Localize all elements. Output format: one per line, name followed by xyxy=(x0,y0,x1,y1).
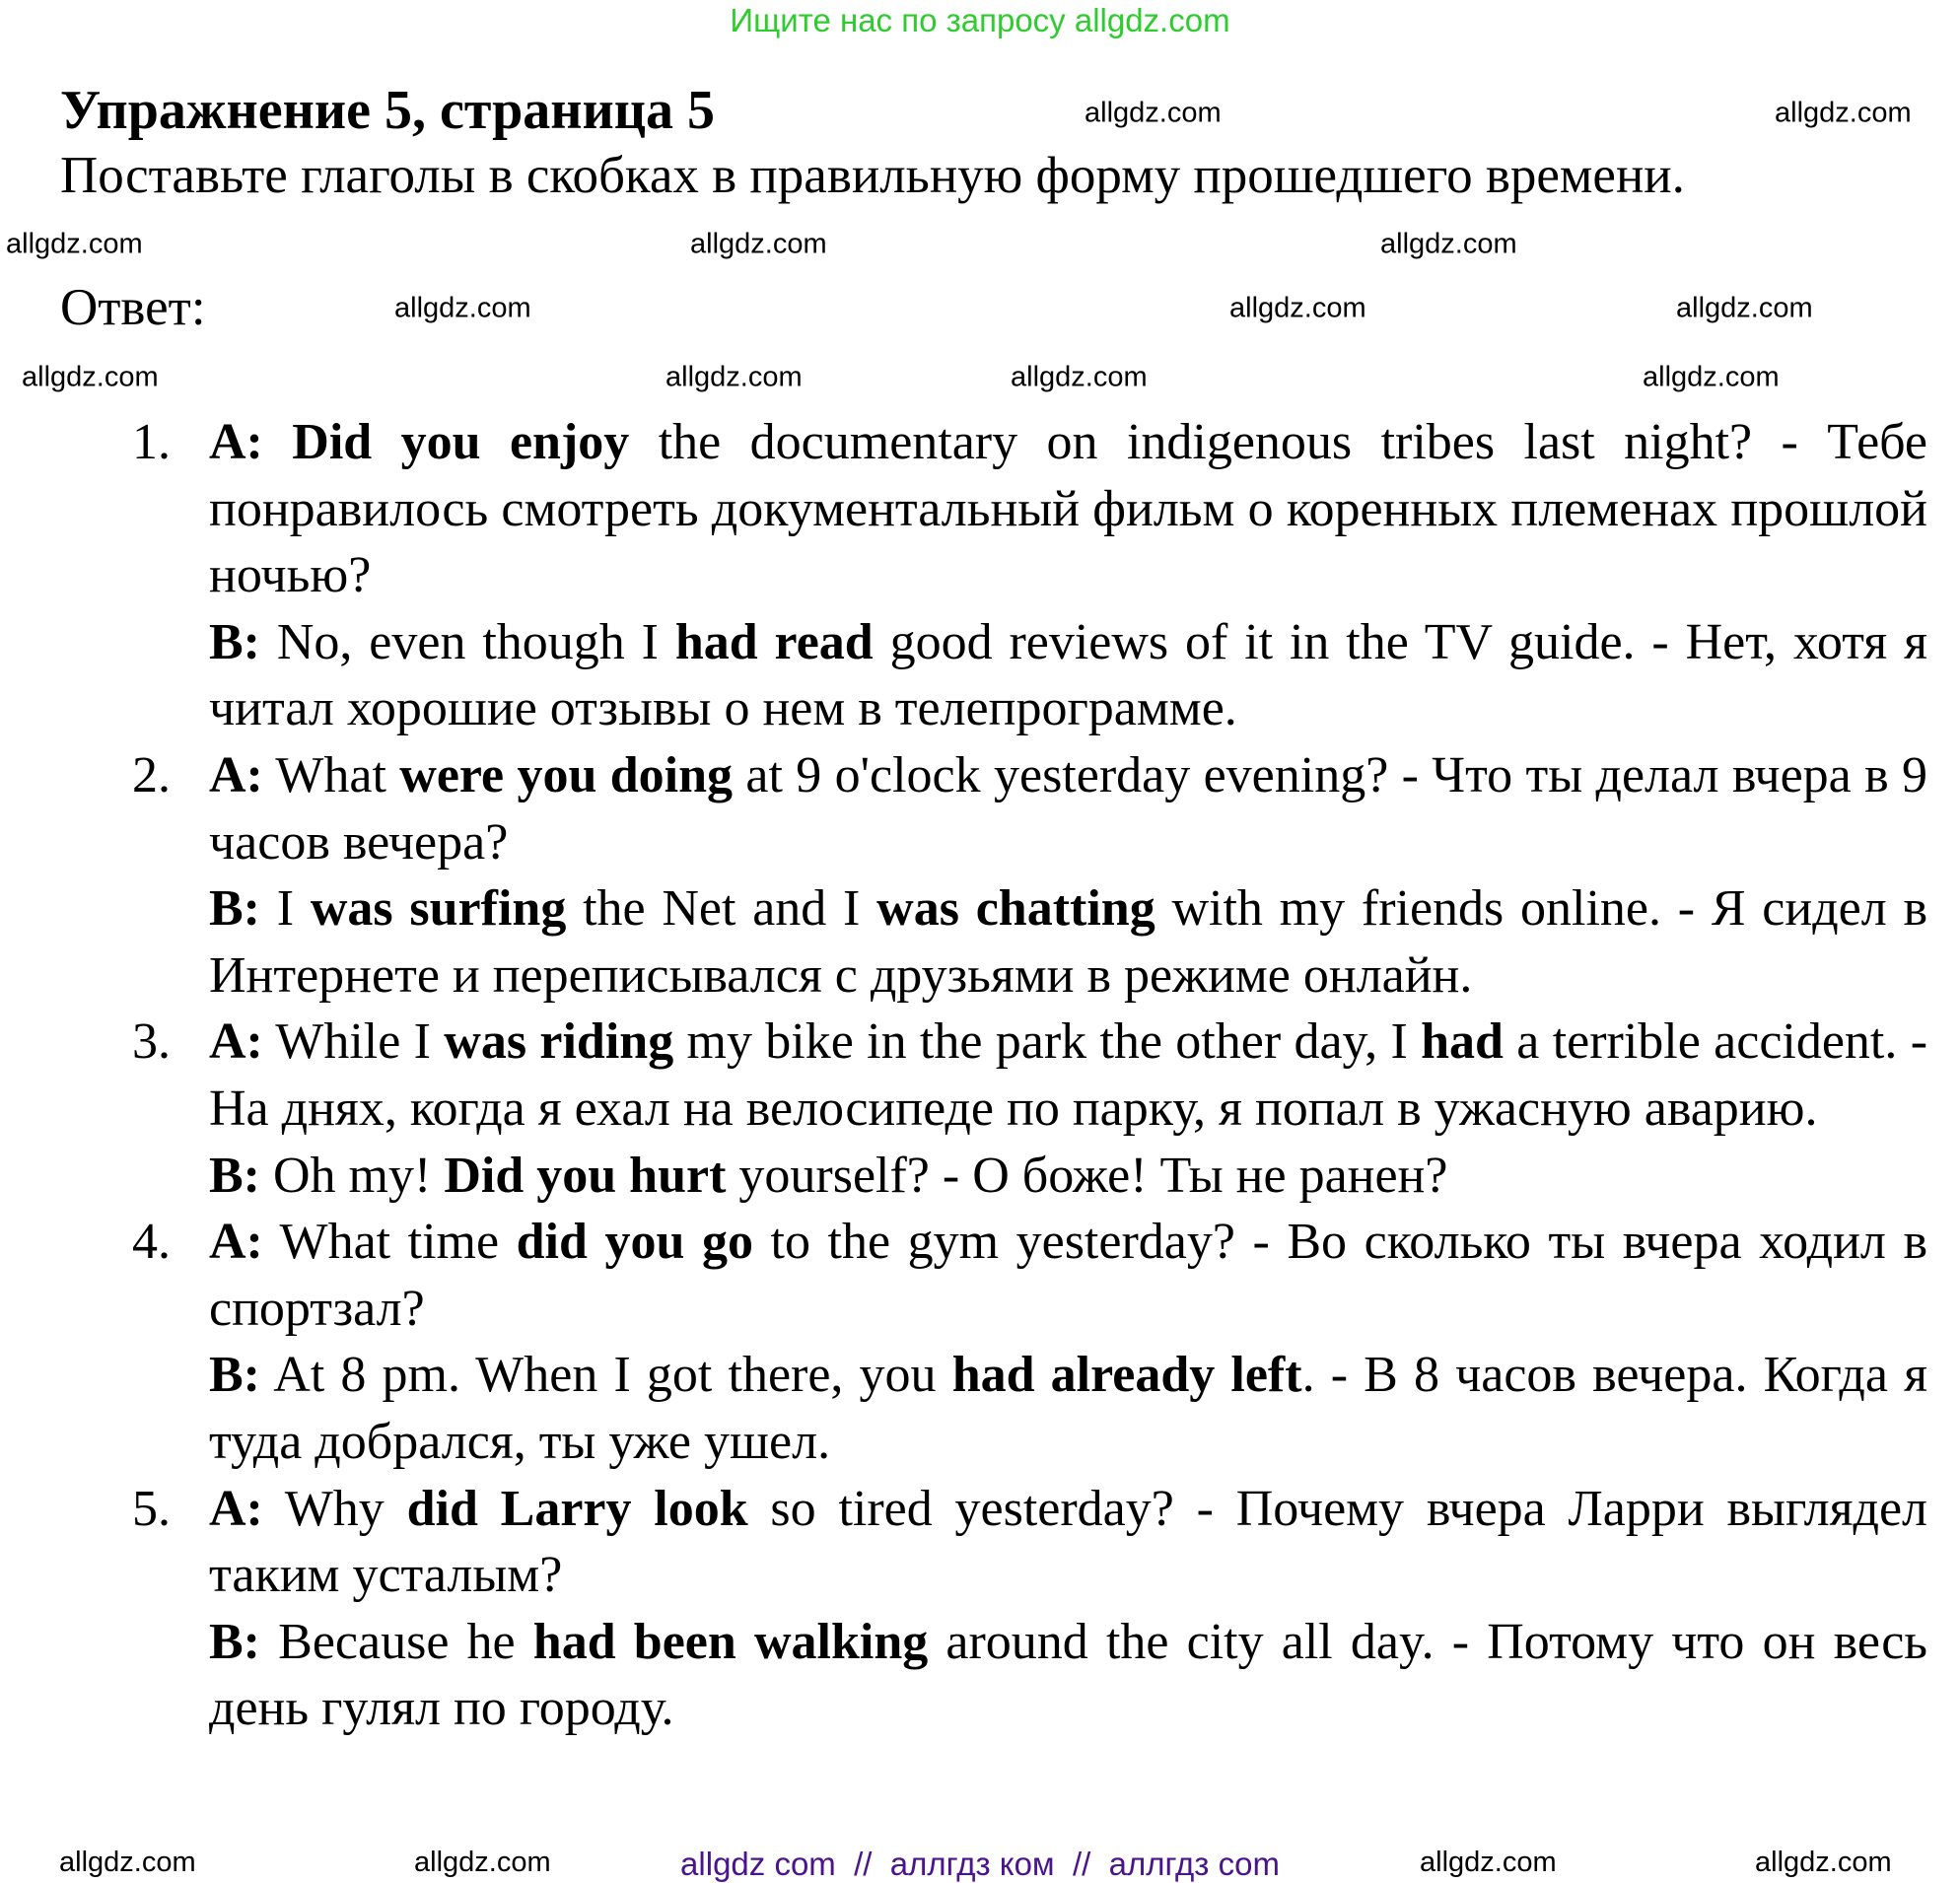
text-segment: at 9 o'clock yesterday evening? - Что ты делал вчера в 9 часов вечера? xyxy=(209,746,1928,871)
text-segment: Oh my! xyxy=(260,1147,445,1204)
bold-segment: B: xyxy=(209,1613,260,1670)
watermark: allgdz.com xyxy=(414,1847,551,1878)
item-number: 2. xyxy=(132,746,171,803)
footer-links: allgdz com // аллгдз ком // аллгдз com xyxy=(680,1846,1280,1882)
text-segment: yourself? - О боже! Ты не ранен? xyxy=(726,1147,1448,1204)
bold-segment: A: xyxy=(209,1013,263,1071)
bold-segment: had been walking xyxy=(532,1613,929,1670)
watermark: allgdz.com xyxy=(1229,292,1366,324)
text-segment: What time xyxy=(262,1214,517,1271)
text-segment: I xyxy=(260,880,311,938)
bold-segment: B: xyxy=(209,880,260,938)
bold-segment: was chatting xyxy=(876,880,1155,938)
bold-segment: B: xyxy=(209,613,260,670)
bold-segment: was surfing xyxy=(310,880,567,938)
answer-item xyxy=(132,1209,1927,1475)
watermark: allgdz.com xyxy=(1420,1847,1557,1878)
question-line xyxy=(209,1209,1927,1342)
answer-list xyxy=(132,409,1927,1742)
bold-segment: did you go xyxy=(516,1214,753,1271)
reply-line xyxy=(209,875,1927,1009)
bold-segment: were you doing xyxy=(399,746,734,803)
text-segment: so tired yesterday? - Почему вчера Ларри выглядел таким усталым? xyxy=(209,1480,1927,1604)
item-number: 1. xyxy=(132,414,171,470)
item-body xyxy=(209,409,1927,742)
watermark: allgdz.com xyxy=(690,228,827,260)
answer-item xyxy=(132,742,1927,1009)
task-text: Поставьте глаголы в скобках в правильную форму прошедшего времени. xyxy=(60,147,1685,204)
watermark: allgdz.com xyxy=(1775,97,1912,129)
text-segment: to the gym yesterday? - Во сколько ты вчера ходил в спортзал? xyxy=(209,1214,1927,1337)
text-segment: . - В 8 часов вечера. Когда я туда добрался, ты уже ушел. xyxy=(209,1347,1927,1470)
text-segment: No, even though I xyxy=(260,613,675,670)
text-segment: What xyxy=(262,746,400,803)
watermark: allgdz.com xyxy=(1085,97,1222,129)
answer-label: Ответ: xyxy=(60,279,206,336)
bold-segment: Did you hurt xyxy=(444,1147,727,1204)
question-line xyxy=(209,742,1927,875)
page-title: Упражнение 5, страница 5 xyxy=(60,80,716,141)
bold-segment: A: xyxy=(209,1214,263,1271)
item-body xyxy=(209,1009,1927,1209)
item-body xyxy=(209,1476,1927,1742)
watermark: allgdz.com xyxy=(1676,292,1813,324)
item-body xyxy=(209,1209,1927,1475)
watermark: allgdz.com xyxy=(1380,228,1517,260)
bold-segment: did Larry look xyxy=(406,1480,748,1537)
text-segment: At 8 pm. When I got there, you xyxy=(260,1347,952,1404)
watermark: allgdz.com xyxy=(1755,1847,1892,1878)
item-number: 4. xyxy=(132,1214,171,1271)
item-number: 3. xyxy=(132,1013,171,1071)
bold-segment: was riding xyxy=(444,1013,674,1071)
text-segment: my bike in the park the other day, I xyxy=(673,1013,1422,1071)
text-segment: good reviews of it in the TV guide. - Нет, хотя я читал хорошие отзывы о нем в телепрограмме. xyxy=(209,613,1927,737)
bold-segment: had xyxy=(1421,1013,1504,1071)
reply-line xyxy=(209,609,1927,742)
watermark: allgdz.com xyxy=(1643,361,1780,393)
search-banner: Ищите нас по запросу allgdz.com xyxy=(730,2,1230,38)
bold-segment: A: xyxy=(209,1480,263,1537)
bold-segment: A: xyxy=(209,746,263,803)
watermark: allgdz.com xyxy=(394,292,531,324)
question-line xyxy=(209,1009,1927,1142)
text-segment: the documentary on indigenous tribes last night? - Тебе понравилось смотреть документальный фильм о коренных племенах прошлой ночью? xyxy=(209,414,1928,604)
text-segment: Because he xyxy=(260,1613,533,1670)
watermark: allgdz.com xyxy=(6,228,143,260)
reply-line xyxy=(209,1342,1927,1475)
watermark: allgdz.com xyxy=(22,361,159,393)
text-segment: While I xyxy=(262,1013,445,1071)
text-segment: the Net and I xyxy=(566,880,877,938)
item-body xyxy=(209,742,1927,1009)
bold-segment: had read xyxy=(674,613,874,670)
watermark: allgdz.com xyxy=(59,1847,196,1878)
answer-item xyxy=(132,1476,1927,1742)
bold-segment: had already left xyxy=(951,1347,1302,1404)
text-segment: a terrible accident. - На днях, когда я ехал на велосипеде по парку, я попал в ужасную аварию. xyxy=(209,1013,1928,1137)
text-segment: around the city all day. - Потому что он весь день гулял по городу. xyxy=(209,1613,1927,1737)
reply-line xyxy=(209,1609,1927,1742)
question-line xyxy=(209,409,1927,609)
watermark: allgdz.com xyxy=(1011,361,1148,393)
bold-segment: A: xyxy=(209,414,293,470)
answer-item xyxy=(132,1009,1927,1209)
watermark: allgdz.com xyxy=(665,361,803,393)
item-number: 5. xyxy=(132,1480,171,1537)
bold-segment: B: xyxy=(209,1147,260,1204)
bold-segment: B: xyxy=(209,1347,260,1404)
reply-line xyxy=(209,1143,1927,1210)
answer-item xyxy=(132,409,1927,742)
text-segment: Why xyxy=(262,1480,407,1537)
question-line xyxy=(209,1476,1927,1609)
bold-segment: Did you enjoy xyxy=(292,414,630,470)
text-segment: with my friends online. - Я сидел в Интернете и переписывался с друзьями в режиме онлайн. xyxy=(209,880,1927,1004)
